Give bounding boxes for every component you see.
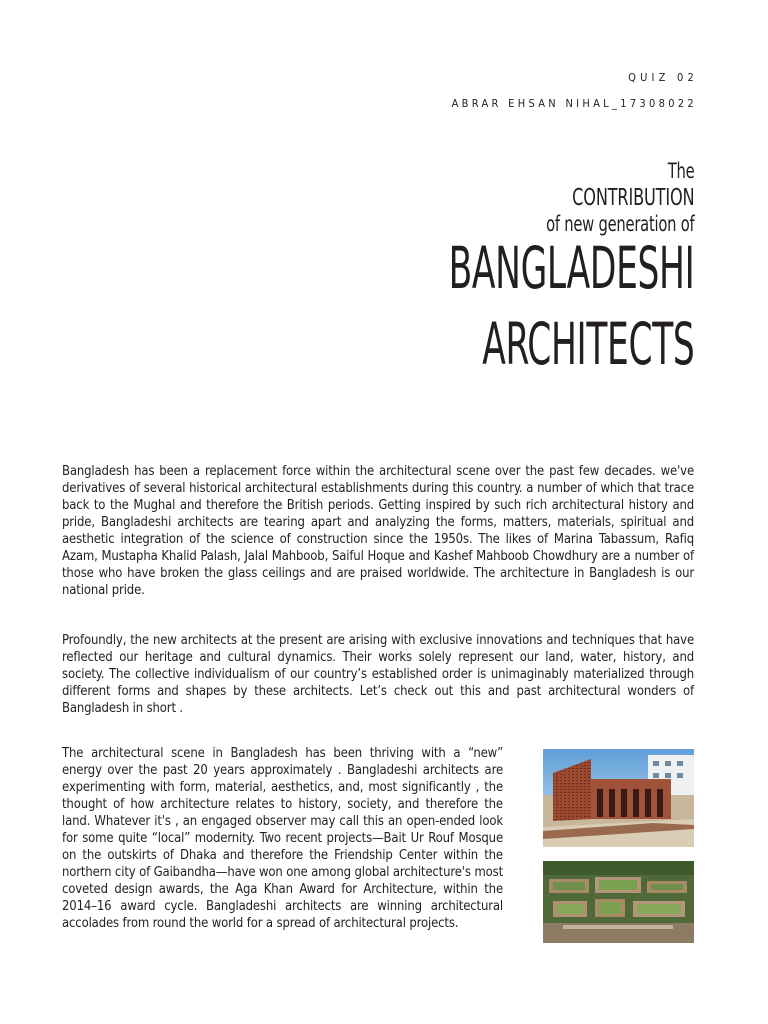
title-line-new-generation: of new generation of bbox=[545, 212, 694, 236]
title-line-the: The bbox=[667, 159, 694, 183]
architectural-scene-paragraph: The architectural scene in Bangladesh has been thriving with a “new” energy over the past 20 years approximately . Bangladeshi architects are experimenting with form, material, aesthetics, and, most significantly , the thought of how architecture relates to history, society, and therefore the land. Whatever it's , an engaged observer may call this an open-ended look for some quite “local” modernity. Two recent projects—Bait Ur Rouf Mosque on the outskirts of Dhaka and therefore the Friendship Center within the northern city of Gaibandha—have won one among global architecture's most coveted design awards, the Aga Khan Award for Architecture, within the 2014–16 award cycle. Bangladeshi architects are winning architectural accolades from round the world for a spread of architectural projects. bbox=[62, 746, 503, 931]
friendship-center-photo bbox=[543, 861, 694, 943]
intro-paragraph: Bangladesh has been a replacement force within the architectural scene over the past few decades. we've derivatives of several historical architectural establishments during this country. a number of which that trace back to the Mughal and therefore the British periods. Getting inspired by such rich architectural history and pride, Bangladeshi architects are tearing apart and analyzing the forms, matters, materials, spiritual and aesthetic integration of the science of construction since the 1950s. The likes of Marina Tabassum, Rafiq Azam, Mustapha Khalid Palash, Jalal Mahboob, Saiful Hoque and Kashef Mahboob Chowdhury are a number of those who have broken the glass ceilings and are praised worldwide. The architecture in Bangladesh is our national pride. bbox=[62, 464, 694, 598]
author-label: ABRAR EHSAN NIHAL_17308022 bbox=[451, 97, 697, 110]
title-line-contribution: CONTRIBUTION bbox=[571, 185, 694, 211]
title-line-bangladeshi: BANGLADESHI bbox=[448, 234, 694, 302]
document-header bbox=[451, 70, 698, 112]
new-architects-paragraph: Profoundly, the new architects at the present are arising with exclusive innovations and techniques that have reflected our heritage and cultural dynamics. Their works solely represent our land, water, history, and society. The collective individualism of our country’s established order is unimaginably materialized through different forms and shapes by these architects. Let’s check out this and past architectural wonders of Bangladesh in short . bbox=[62, 633, 694, 716]
quiz-label: QUIZ 02 bbox=[628, 71, 698, 84]
page-title bbox=[322, 158, 694, 377]
mosque-photo bbox=[543, 749, 694, 847]
title-line-architects: ARCHITECTS bbox=[481, 310, 694, 378]
